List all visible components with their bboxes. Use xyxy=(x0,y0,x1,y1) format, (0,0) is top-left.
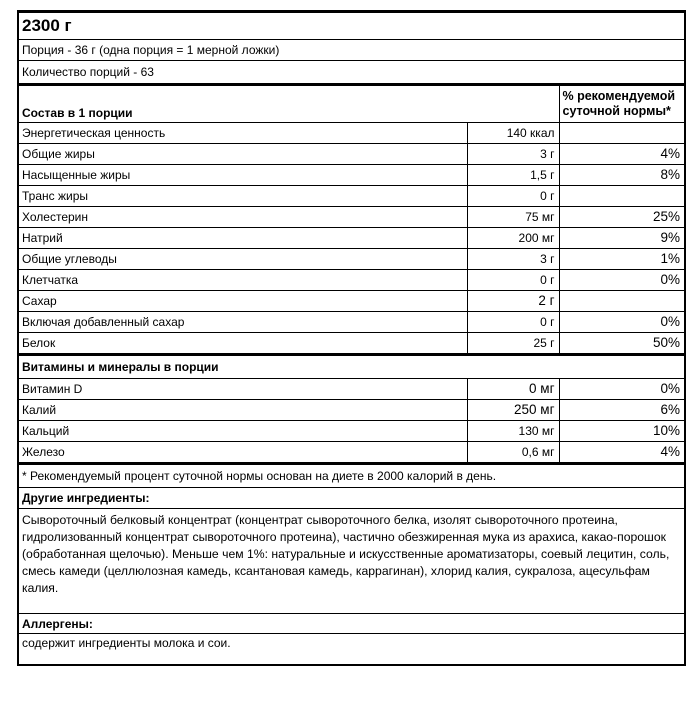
nutrient-row xyxy=(19,207,684,228)
nutrient-name: Общие углеводы xyxy=(19,249,467,270)
dv-heading: % рекомендуемой суточной нормы* xyxy=(559,85,684,123)
nutrient-name: Общие жиры xyxy=(19,144,467,165)
nutrient-name: Насыщенные жиры xyxy=(19,165,467,186)
nutrient-amount: 75 мг xyxy=(467,207,559,228)
composition-header-row xyxy=(19,85,684,123)
footnote-row xyxy=(19,464,684,488)
nutrient-amount: 200 мг xyxy=(467,228,559,249)
nutrient-name: Энергетическая ценность xyxy=(19,123,467,144)
nutrient-amount: 3 г xyxy=(467,144,559,165)
nutrient-amount: 140 ккал xyxy=(467,123,559,144)
nutrient-name: Белок xyxy=(19,333,467,355)
ingredients-heading-row xyxy=(19,488,684,509)
nutrient-daily-value: 25% xyxy=(559,207,684,228)
ingredients-text: Сывороточный белковый концентрат (концентрат сывороточного белка, изолят сывороточного протеина, гидролизованный концентрат сывороточного протеина), частично обезжиренная мука из арахиса, какао-порошок (обработанная щелочью). Меньше чем 1%: натуральные и искусственные ароматизаторы, соевый лецитин, соль, смесь камеди (целлюлозная камедь, ксантановая камедь, каррагинан), хлорид калия, сукралоза, ацесульфам калия. xyxy=(19,509,684,614)
vitamin-daily-value: 0% xyxy=(559,379,684,400)
vitamin-amount: 0 мг xyxy=(467,379,559,400)
nutrient-row xyxy=(19,270,684,291)
nutrient-daily-value: 8% xyxy=(559,165,684,186)
allergens-text-row xyxy=(19,634,684,665)
vitamin-row xyxy=(19,421,684,442)
nutrient-amount: 0 г xyxy=(467,270,559,291)
nutrient-name: Холестерин xyxy=(19,207,467,228)
vitamin-row xyxy=(19,442,684,464)
nutrient-row xyxy=(19,165,684,186)
nutrient-amount: 2 г xyxy=(467,291,559,312)
nutrient-row xyxy=(19,123,684,144)
composition-heading: Состав в 1 порции xyxy=(19,85,559,123)
vitamin-daily-value: 4% xyxy=(559,442,684,464)
vitamin-row xyxy=(19,379,684,400)
vitamin-name: Железо xyxy=(19,442,467,464)
allergens-heading-row xyxy=(19,614,684,634)
servings-count: Количество порций - 63 xyxy=(19,61,684,85)
nutrient-amount: 1,5 г xyxy=(467,165,559,186)
nutrient-amount: 0 г xyxy=(467,186,559,207)
footnote: * Рекомендуемый процент суточной нормы основан на диете в 2000 калорий в день. xyxy=(19,464,684,488)
vitamin-name: Кальций xyxy=(19,421,467,442)
nutrient-daily-value xyxy=(559,186,684,207)
nutrient-row xyxy=(19,186,684,207)
nutrient-daily-value: 0% xyxy=(559,270,684,291)
nutrient-name: Включая добавленный сахар xyxy=(19,312,467,333)
nutrient-daily-value: 4% xyxy=(559,144,684,165)
vitamin-name: Калий xyxy=(19,400,467,421)
allergens-text: содержит ингредиенты молока и сои. xyxy=(19,634,684,665)
vitamin-daily-value: 6% xyxy=(559,400,684,421)
nutrient-daily-value xyxy=(559,291,684,312)
vitamin-row xyxy=(19,400,684,421)
vitamin-daily-value: 10% xyxy=(559,421,684,442)
allergens-heading: Аллергены: xyxy=(19,614,684,634)
package-weight: 2300 г xyxy=(19,13,684,40)
nutrition-facts-label xyxy=(17,10,686,666)
vitamin-rows xyxy=(19,379,684,464)
nutrient-row xyxy=(19,249,684,270)
nutrient-amount: 25 г xyxy=(467,333,559,355)
nutrient-amount: 0 г xyxy=(467,312,559,333)
ingredients-text-row xyxy=(19,509,684,614)
nutrient-amount: 3 г xyxy=(467,249,559,270)
nutrient-daily-value: 9% xyxy=(559,228,684,249)
serving-size: Порция - 36 г (одна порция = 1 мерной ложки) xyxy=(19,40,684,61)
nutrient-row xyxy=(19,333,684,355)
vitamin-amount: 250 мг xyxy=(467,400,559,421)
vitamins-heading: Витамины и минералы в порции xyxy=(19,355,684,379)
nutrition-table xyxy=(19,12,684,664)
nutrient-row xyxy=(19,144,684,165)
nutrient-daily-value: 1% xyxy=(559,249,684,270)
nutrient-name: Сахар xyxy=(19,291,467,312)
vitamins-header-row xyxy=(19,355,684,379)
nutrient-daily-value: 0% xyxy=(559,312,684,333)
nutrient-daily-value xyxy=(559,123,684,144)
ingredients-heading: Другие ингредиенты: xyxy=(19,488,684,509)
nutrient-name: Натрий xyxy=(19,228,467,249)
title-row xyxy=(19,13,684,40)
nutrient-name: Транс жиры xyxy=(19,186,467,207)
nutrient-rows xyxy=(19,123,684,355)
vitamin-amount: 130 мг xyxy=(467,421,559,442)
nutrient-row xyxy=(19,228,684,249)
serving-row xyxy=(19,40,684,61)
nutrient-row xyxy=(19,312,684,333)
nutrient-row xyxy=(19,291,684,312)
vitamin-amount: 0,6 мг xyxy=(467,442,559,464)
nutrient-name: Клетчатка xyxy=(19,270,467,291)
servings-count-row xyxy=(19,61,684,85)
nutrient-daily-value: 50% xyxy=(559,333,684,355)
vitamin-name: Витамин D xyxy=(19,379,467,400)
